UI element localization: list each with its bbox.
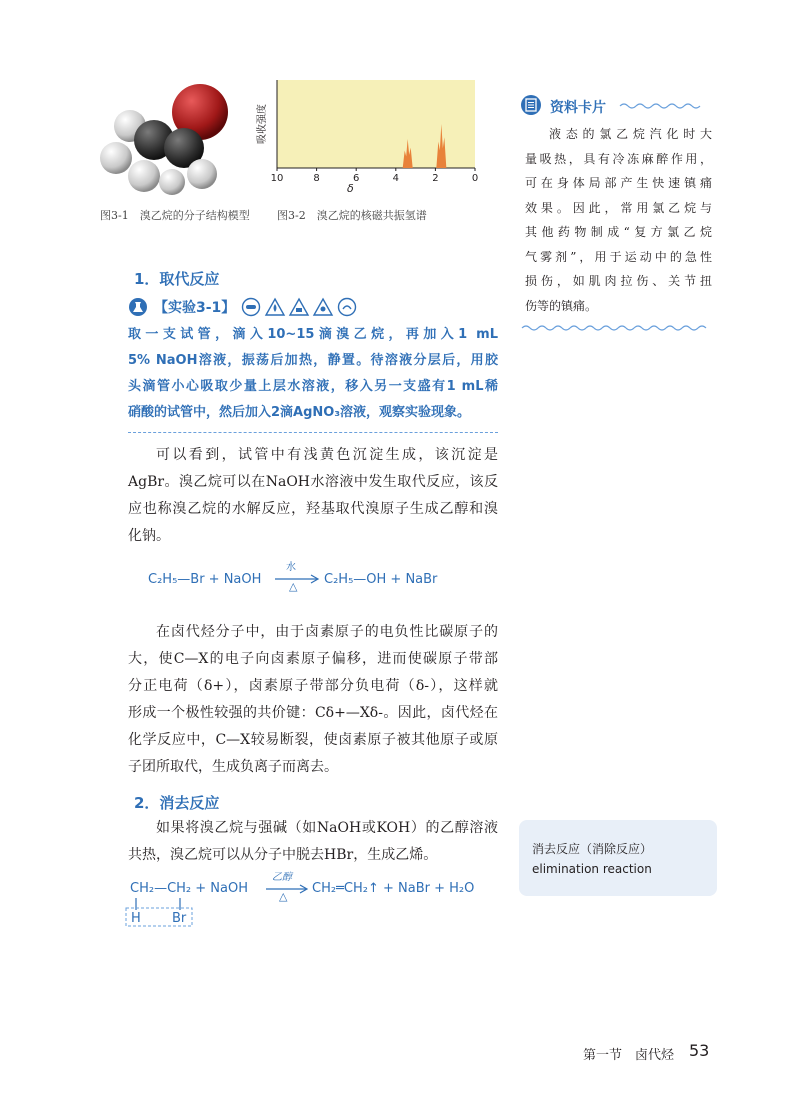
paragraph-observation xyxy=(128,442,498,550)
experiment-line: 硝酸的试管中，然后加入2滴AgNO₃溶液，观察实验现象。 xyxy=(128,405,471,420)
x-tick-label: 2 xyxy=(432,173,439,184)
reaction-condition-top: 乙醇 xyxy=(272,872,292,883)
experiment-line: 头滴管小心吸取少量上层水溶液，移入另一支盛有1 mL稀 xyxy=(128,379,498,394)
x-tick-label: 4 xyxy=(392,173,399,184)
para-line: 可以看到，试管中有浅黄色沉淀生成，该沉淀是 xyxy=(156,447,498,463)
glossary-box xyxy=(519,820,717,896)
atom-h xyxy=(187,159,217,189)
para-line: 化学反应中，C—X较易断裂，使卤素原子被其他原子或原 xyxy=(128,732,498,748)
card-line: 伤等的镇痛。 xyxy=(525,298,598,313)
card-line: 可在身体局部产生快速镇痛 xyxy=(525,176,712,190)
experiment-title: 【实验3-1】 xyxy=(154,300,236,316)
molecule-model-figure xyxy=(92,78,242,198)
atom-h xyxy=(128,160,160,192)
experiment-header xyxy=(128,296,361,318)
x-tick-label: 0 xyxy=(471,173,479,184)
para-line: 大，使C—X的电子向卤素原子偏移，进而使碳原子带部 xyxy=(128,651,498,667)
x-tick-label: 8 xyxy=(313,173,320,184)
paragraph-polarity xyxy=(128,619,498,781)
section-title-elimination: 2．消去反应 xyxy=(134,794,220,812)
figure-caption-1: 图3-1 溴乙烷的分子结构模型 xyxy=(100,209,250,222)
info-card-title: 资料卡片 xyxy=(550,100,606,116)
hand-wash-icon xyxy=(339,299,356,316)
card-line: 其他药物制成“复方氯乙烷 xyxy=(525,225,712,239)
paragraph-elimination xyxy=(128,815,498,869)
experiment-line: 取一支试管，滴入10~15滴溴乙烷，再加入1 mL xyxy=(128,327,498,342)
x-tick-label: 10 xyxy=(270,173,284,184)
equation-elimination-right: CH₂═CH₂↑ + NaBr + H₂O xyxy=(312,881,475,896)
x-axis-label: δ xyxy=(347,182,354,195)
figure-caption-2: 图3-2 溴乙烷的核磁共振氢谱 xyxy=(277,209,427,222)
card-line: 液态的氯乙烷汽化时大 xyxy=(549,127,712,141)
para-line: 分正电荷（δ+），卤素原子带部分负电荷（δ-），这样就 xyxy=(128,678,498,694)
equation-elimination-left: CH₂—CH₂ + NaOH xyxy=(130,881,248,896)
x-tick-label: 6 xyxy=(353,173,360,184)
substituent-br: Br xyxy=(172,911,187,926)
info-card-body xyxy=(525,122,712,318)
reaction-condition-top: 水 xyxy=(286,562,296,573)
nmr-spectrum-chart xyxy=(255,78,485,198)
para-line: 化钠。 xyxy=(128,528,170,544)
para-line: 在卤代烃分子中，由于卤素原子的电负性比碳原子的 xyxy=(156,624,498,640)
safety-icons xyxy=(241,297,361,317)
reaction-condition-bottom: △ xyxy=(289,580,298,593)
experiment-icon xyxy=(128,297,148,317)
glossary-term-en: elimination reaction xyxy=(532,862,652,876)
para-line: 应也称溴乙烷的水解反应，羟基取代溴原子生成乙醇和溴 xyxy=(128,501,498,517)
para-line: 如果将溴乙烷与强碱（如NaOH或KOH）的乙醇溶液 xyxy=(156,820,498,836)
card-line: 效果。因此，常用氯乙烷与 xyxy=(525,200,712,215)
y-axis-label: 吸收强度 xyxy=(257,104,268,144)
equation-hydrolysis-left: C₂H₅—Br + NaOH xyxy=(148,572,262,587)
page-number: 53 xyxy=(689,1041,710,1060)
footer-section-name: 第一节 卤代烃 xyxy=(583,1048,675,1063)
equation-hydrolysis-right: C₂H₅—OH + NaBr xyxy=(324,572,438,587)
substituent-h: H xyxy=(131,911,141,926)
para-line: 形成一个极性较强的共价键：Cδ+—Xδ-。因此，卤代烃在 xyxy=(128,705,498,721)
atom-h xyxy=(159,169,185,195)
atom-h xyxy=(100,142,132,174)
section-title-substitution: 1．取代反应 xyxy=(134,270,220,288)
corrosive-warning-icon xyxy=(290,299,308,315)
experiment-line: 5% NaOH溶液，振荡后加热，静置。待溶液分层后，用胶 xyxy=(128,353,498,368)
glossary-term-zh: 消去反应（消除反应） xyxy=(532,842,653,856)
para-line: 共热，溴乙烷可以从分子中脱去HBr，生成乙烯。 xyxy=(128,847,438,863)
para-line: 子团所取代，生成负离子而离去。 xyxy=(128,759,338,775)
reaction-condition-bottom: △ xyxy=(279,890,288,903)
para-line: AgBr。溴乙烷可以在NaOH水溶液中发生取代反应，该反 xyxy=(128,474,498,490)
card-line: 气雾剂”，用于运动中的急性 xyxy=(525,249,712,264)
experiment-procedure xyxy=(128,318,498,433)
card-line: 量吸热，具有冷冻麻醉作用， xyxy=(525,151,712,166)
card-line: 损伤，如肌肉拉伤、关节扭 xyxy=(525,274,712,288)
